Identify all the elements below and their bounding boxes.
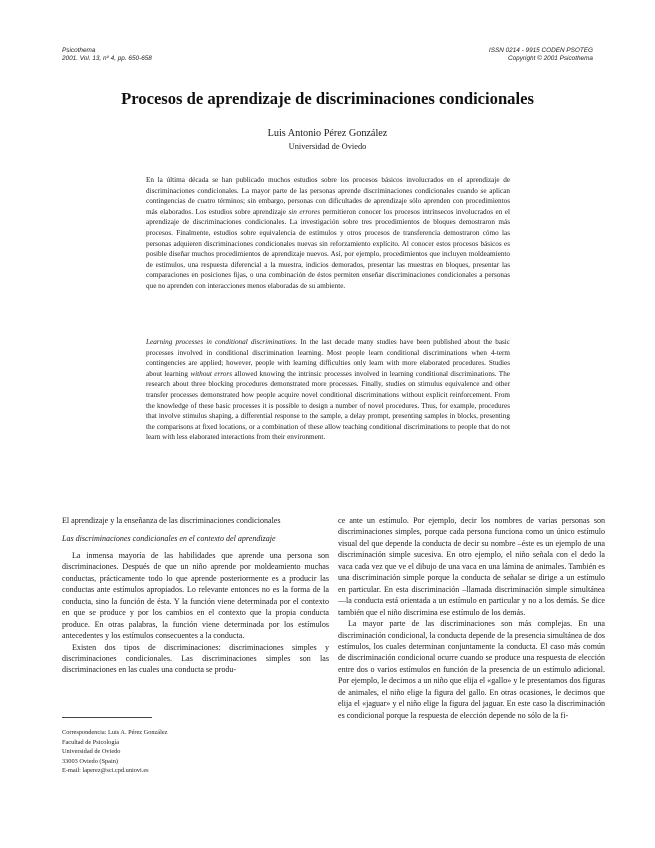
author-name: Luis Antonio Pérez González <box>267 128 388 139</box>
section-heading: El aprendizaje y la enseñanza de las discriminaciones condicionales <box>62 516 281 525</box>
abstract-en-italic: without errors <box>190 369 232 378</box>
paper-title: Procesos de aprendizaje de discriminaciones condicionales <box>121 89 534 108</box>
abstract-en-text-1: In the last decade many studies have been published about the basic processes involved in conditional discrimination learning. Most people learn conditional discriminations when 4-term contingencies are applied; however, people with learning difficulties only learn with more elaborated procedures. Studies about learning <box>146 338 510 378</box>
subsection-heading: Las discriminaciones condicionales en el contexto del aprendizaje <box>62 534 276 544</box>
correspondence-line: Correspondencia: Luis A. Pérez González <box>62 729 168 736</box>
body-column-right <box>338 515 605 721</box>
body-paragraph: ce ante un estímulo. Por ejemplo, decir los nombres de varias personas son discriminaciones simples, porque cada persona funciona como un único estímulo visual del que depende la conducta de decir su nombre –éste es un ejemplo de una discriminación simple sucesiva. En otro ejemplo, el niño señala con el dedo la vaca cada vez que ve el dibujo de una vaca en una lámina de animales. También es una discriminación simple porque la conducta de señalar se dirige a un estímulo en particular. En esta discriminación –llamada discriminación simple simultánea—la conducta está orientada a un estímulo en particular y no a los demás. Se dice también que el niño discrimina ese estímulo de los demás. <box>338 516 605 617</box>
footnote-divider <box>62 717 152 718</box>
author-affiliation: Universidad de Oviedo <box>288 142 367 151</box>
abstract-en-title: Learning processes in conditional discriminations. <box>146 338 298 346</box>
correspondence-note <box>62 728 167 776</box>
abstract-es-italic: sin errores <box>288 207 320 216</box>
body-paragraph: La inmensa mayoría de las habilidades que aprende una persona son discriminaciones. Después de que un niño aprende por moldeamiento muchas conductas, prácticamente todo lo que aprende posteriormente es a producir las conductas ante estímulos apropiados. Lo relevante entonces no es la forma de la conducta, sino la función de ésta. Y la función viene determinada por el contexto en que se produce y por los cambios en el contexto que la propia conducta produce. En otras palabras, la función viene determinada por los estímulos antecedentes y los estímulos consecuentes a la conducta. <box>62 550 329 641</box>
body-column-left <box>62 515 329 676</box>
abstract-spanish <box>146 175 510 292</box>
abstract-es-text-1: En la última década se han publicado muchos estudios sobre los procesos básicos involucrados en el aprendizaje de discriminaciones condicionales. La mayor parte de las personas aprende discriminaciones condicionales cuando se aplican contingencias de cuatro términos; sin embargo, personas con dificultades de aprendizaje sólo aprenden con procedimientos más elaborados. Los estudios sobre aprendizaje <box>146 176 510 216</box>
journal-volume: 2001. Vol. 13, nº 4, pp. 650-658 <box>62 55 152 62</box>
abstract-es-text-2: permitieron conocer los procesos intrínsecos involucrados en el aprendizaje de discriminaciones condicionales. La investigación sobre tres procedimientos de bloques demostraron más procesos. Finalmente, estudios sobre equivalencia de estímulos y otros procesos de transferencia demostraron cómo las personas adquieren discriminaciones condicionales nuevas sin reforzamiento explícito. Al conocer estos procesos básicos es posible diseñar muchos procedimientos de aprendizaje nuevos. Así, por ejemplo, procedimientos que incluyen moldeamiento de estímulos, una respuesta diferencial a la muestra, indicios demorados, presentar las muestras en bloques, presentar las comparaciones en posiciones fijas, o una combinación de éstos permiten enseñar discriminaciones condicionales a personas que no aprenden con interacciones menos elaboradas de su ambiente. <box>146 207 510 290</box>
correspondence-line: Universidad de Oviedo <box>62 748 121 756</box>
copyright-line: Copyright © 2001 Psicothema <box>508 55 593 62</box>
abstract-en-text-2: allowed knowing the intrinsic processes involved in learning conditional discriminations. The research about three blocking procedures demonstrated more processes. Finally, studies on stimulus equivalence and other transfer processes demonstrated how people acquire novel conditional discriminations without explicit reinforcement. From the knowledge of these basic processes it is possible to design a number of novel procedures. Thus, for example, procedures that involve stimulus shaping, a differential response to the sample, a delay prompt, presenting samples in blocks, presenting the comparisons at fixed locations, or a combination of these allow teaching conditional discriminations to people that do not learn with less elaborated interactions from their environment. <box>146 369 510 442</box>
journal-issn-header <box>489 47 593 63</box>
body-paragraph: Existen dos tipos de discriminaciones: discriminaciones simples y discriminaciones condicionales. Las discriminaciones simples son las discriminaciones en las cuales una conducta se produ- <box>62 642 329 675</box>
correspondence-line: 33003 Oviedo (Spain) <box>62 757 118 765</box>
body-paragraph: La mayor parte de las discriminaciones son más complejas. En una discriminación condicional, la conducta depende de la presencia simultánea de dos estímulos, los cuales determinan conjuntamente la conducta. El caso más común de discriminación condicional ocurre cuando se produce una respuesta de elección entre dos o varios estímulos en función de la presencia de un estímulo adicional. Por ejemplo, le decimos a un niño que elija el «gallo» y le presentamos dos figuras de animales, el niño elige la figura del gallo. En otras ocasiones, le decimos que elija el «jaguar» y el niño elige la figura del jaguar. En este caso la discriminación es condicional porque la respuesta de elección depende no sólo de la fi- <box>338 619 605 720</box>
correspondence-line: Facultad de Psicología <box>62 738 120 746</box>
correspondence-email[interactable]: E-mail: laperez@sci.cpd.uniovi.es <box>62 767 149 775</box>
issn-line: ISSN 0214 - 9915 CODEN PSOTEG <box>488 47 593 54</box>
abstract-english <box>146 337 510 443</box>
journal-name: Psicothema <box>62 47 96 54</box>
journal-header <box>62 47 152 63</box>
